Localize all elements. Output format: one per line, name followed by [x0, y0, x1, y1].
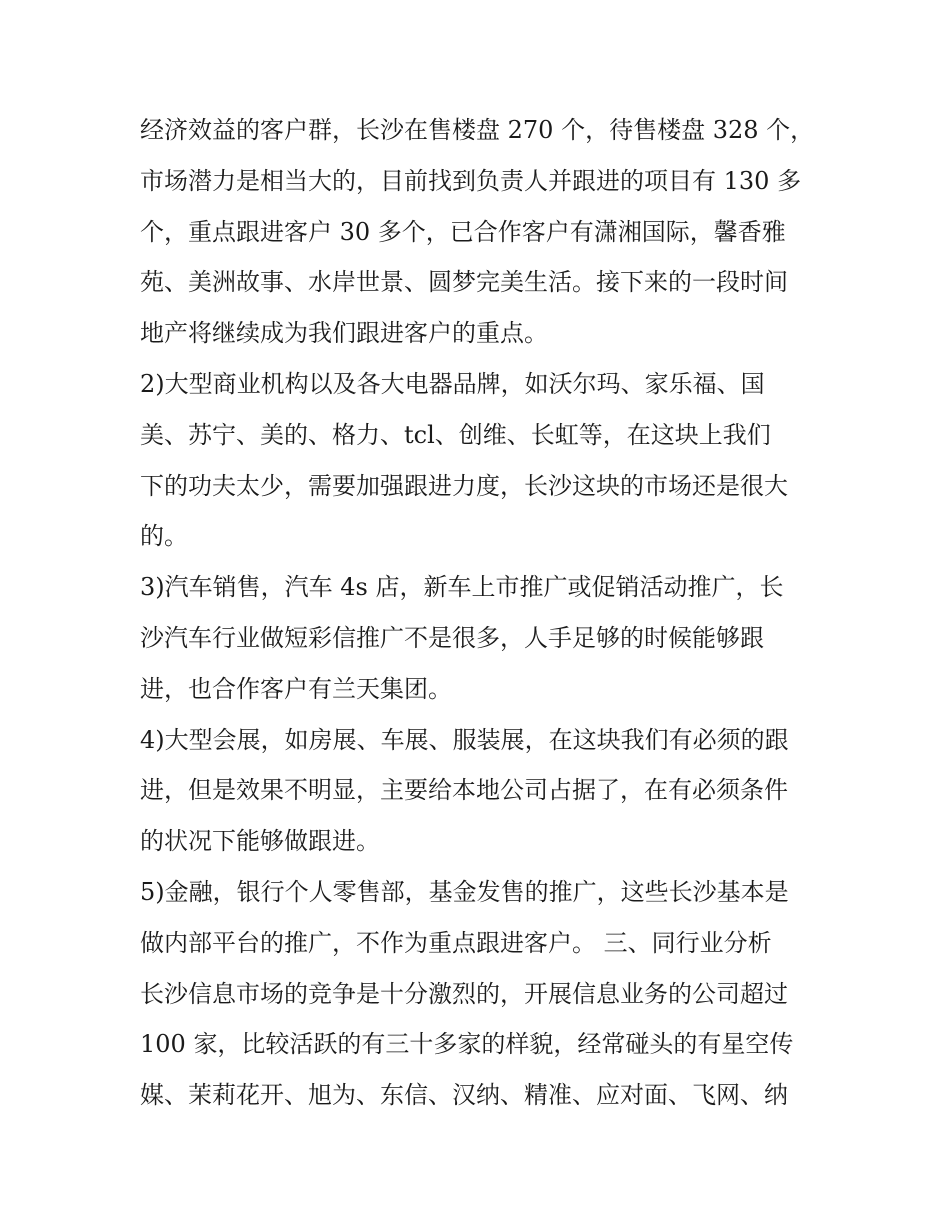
body-text — [140, 105, 820, 1121]
text-line: 美、苏宁、美的、格力、tcl、创维、长虹等，在这块上我们 — [140, 420, 771, 449]
text-line: 2)大型商业机构以及各大电器品牌，如沃尔玛、家乐福、国 — [140, 369, 765, 398]
text-line: 市场潜力是相当大的，目前找到负责人并跟进的项目有 130 多 — [140, 166, 802, 195]
text-line: 的。 — [140, 522, 188, 551]
text-line: 下的功夫太少，需要加强跟进力度，长沙这块的市场还是很大 — [140, 471, 788, 500]
text-line: 5)金融，银行个人零售部，基金发售的推广，这些长沙基本是 — [140, 877, 789, 906]
text-line: 进，也合作客户有兰天集团。 — [140, 674, 452, 703]
text-line: 100 家，比较活跃的有三十多家的样貌，经常碰头的有星空传 — [140, 1030, 794, 1059]
text-line: 苑、美洲故事、水岸世景、圆梦完美生活。接下来的一段时间 — [140, 268, 788, 297]
text-line: 个，重点跟进客户 30 多个，已合作客户有潇湘国际，馨香雅 — [140, 217, 786, 246]
text-line: 做内部平台的推广，不作为重点跟进客户。 三、同行业分析 — [140, 928, 772, 957]
text-line: 的状况下能够做跟进。 — [140, 827, 380, 856]
text-line: 3)汽车销售，汽车 4s 店，新车上市推广或促销活动推广，长 — [140, 573, 784, 602]
text-line: 沙汽车行业做短彩信推广不是很多，人手足够的时候能够跟 — [140, 623, 764, 652]
text-line: 地产将继续成为我们跟进客户的重点。 — [140, 319, 548, 348]
text-line: 媒、茉莉花开、旭为、东信、汉纳、精准、应对面、飞网、纳 — [140, 1081, 788, 1110]
text-line: 4)大型会展，如房展、车展、服装展，在这块我们有必须的跟 — [140, 725, 789, 754]
text-line: 经济效益的客户群，长沙在售楼盘 270 个，待售楼盘 328 个， — [140, 116, 815, 144]
text-line: 进，但是效果不明显，主要给本地公司占据了，在有必须条件 — [140, 776, 788, 805]
text-line: 长沙信息市场的竞争是十分激烈的，开展信息业务的公司超过 — [140, 979, 788, 1008]
